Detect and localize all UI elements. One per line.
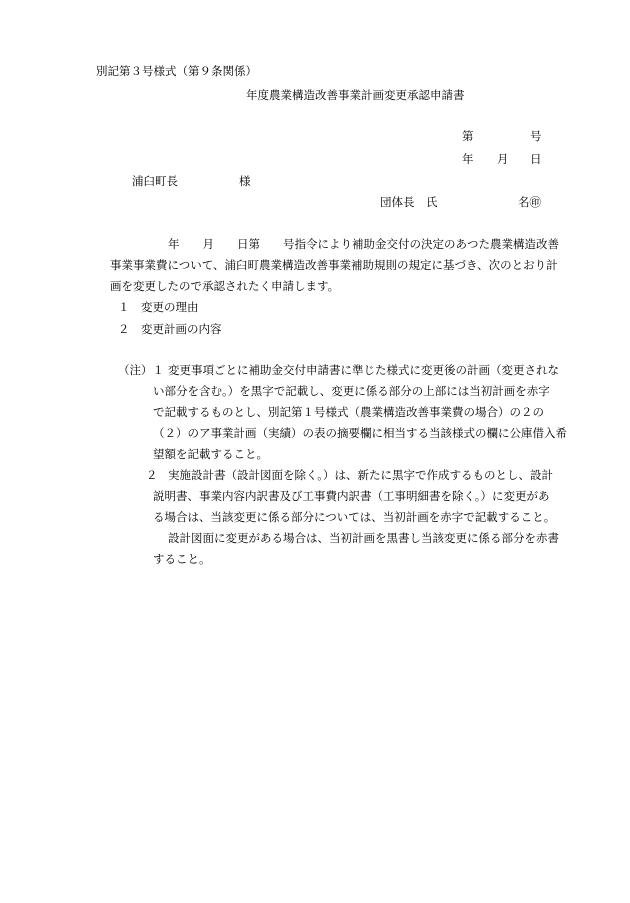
document-title: 年度農業構造改善事業計画変更承認申請書 [246, 88, 465, 102]
number-label-dai: 第 [462, 129, 474, 143]
date-day-label: 日 [530, 152, 542, 166]
applicant-name-seal: 名㊞ [518, 195, 541, 209]
number-label-go: 号 [530, 129, 542, 143]
note1-line-2: い部分を含む。）を黒字で記載し、変更に係る部分の上部には当初計画を赤字 [153, 384, 550, 398]
note2-line-4: 設計図面に変更がある場合は、当初計画を黒書し当該変更に係る部分を赤書 [168, 531, 559, 545]
addressee-name: 浦臼町長 [132, 174, 178, 188]
note1-line-5: 望額を記載すること。 [153, 447, 268, 461]
note2-line-1: 実施設計書（設計図面を除く。）は、新たに黒字で作成するものとし、設計 [168, 468, 554, 482]
note2-number: ２ [146, 468, 158, 482]
body-line-3: 画を変更したので承認されたく申請します。 [110, 279, 340, 293]
note-prefix: （注）１ [118, 363, 164, 377]
applicant-label: 団体長 氏 [380, 195, 438, 209]
date-year-label: 年 [462, 152, 474, 166]
addressee-honorific: 様 [239, 174, 251, 188]
note1-line-4: （２）のア事業計画（実績）の表の摘要欄に相当する当該様式の欄に公庫借入希 [153, 426, 567, 440]
note2-line-2: 説明書、事業内容内訳書及び工事費内訳書（工事明細書を除く。）に変更があ [153, 489, 550, 503]
form-reference: 別記第３号様式（第９条関係） [96, 64, 257, 78]
note2-line-5: すること。 [153, 552, 211, 566]
list-item-plan-content: ２ 変更計画の内容 [118, 322, 222, 336]
body-line-2: 事業事業費について、浦臼町農業構造改善事業補助規則の規定に基づき、次のとおり計 [110, 258, 558, 272]
note1-line-3: で記載するものとし、別記第１号様式（農業構造改善事業費の場合）の２の [153, 405, 544, 419]
date-month-label: 月 [497, 152, 509, 166]
list-item-reason: １ 変更の理由 [118, 300, 199, 314]
body-line-1: 年 月 日第 号指令により補助金交付の決定のあつた農業構造改善 [168, 237, 559, 251]
note1-line-1: 変更事項ごとに補助金交付申請書に準じた様式に変更後の計画（変更されな [168, 363, 559, 377]
note2-line-3: る場合は、当該変更に係る部分については、当初計画を赤字で記載すること。 [153, 510, 556, 524]
